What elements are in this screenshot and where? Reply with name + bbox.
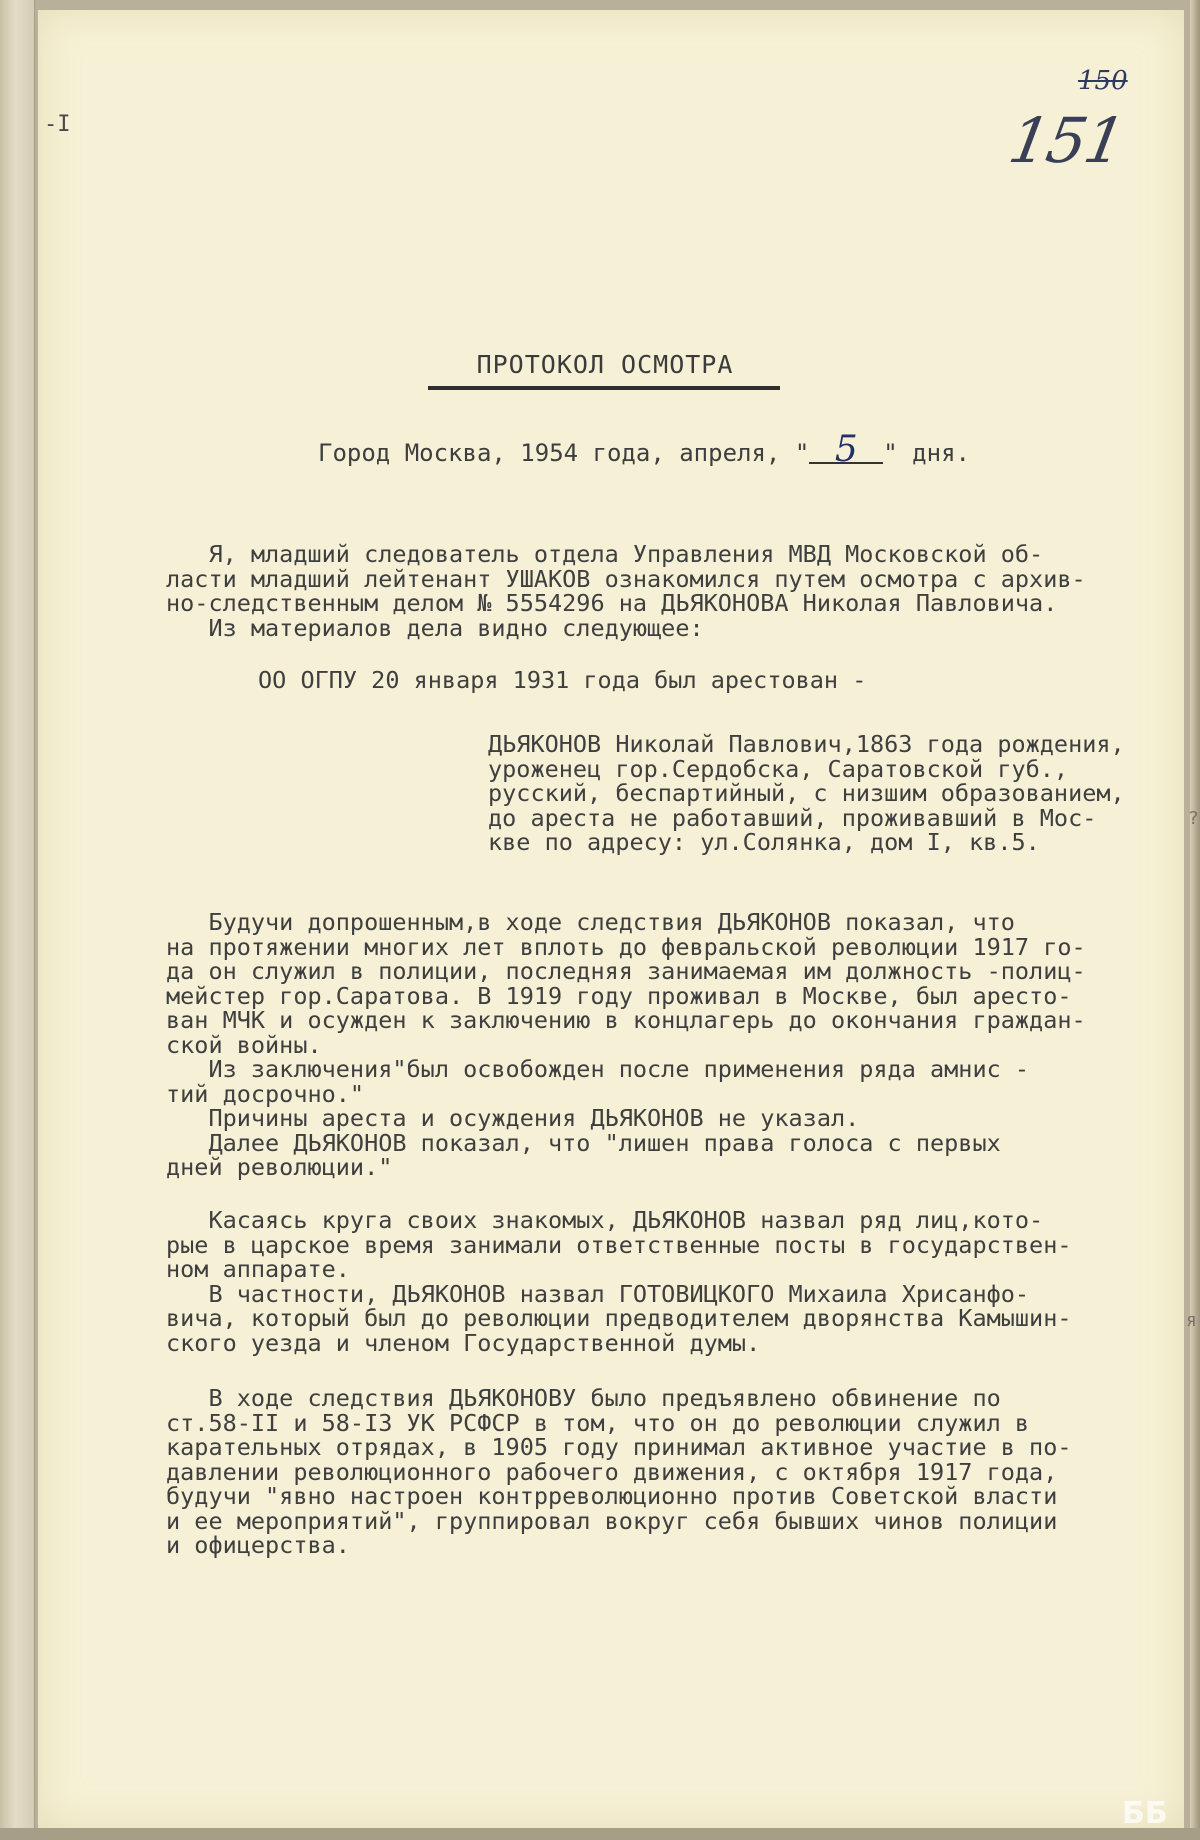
place-date-prefix: Город Москва, 1954 года, апреля, " [318, 439, 810, 467]
folio-number-old: 150 [1078, 66, 1128, 96]
paragraph-charges: В ходе следствия ДЬЯКОНОВУ было предъявлено обвинение по ст.58-II и 58-I3 УК РСФСР в том, что он до революции служил в карательных отрядах, в 1905 году принимал активное участие в по- давлении революционного рабочего движения, с октября 1917 года, будучи "явно настроен контрреволюционно против Советской власти и ее мероприятий", группировал вокруг себя бывших чинов полиции и офицерства. [166, 1384, 1072, 1559]
place-date-line [318, 429, 970, 470]
paragraph-intro: Я, младший следователь отдела Управления МВД Московской об- ласти младший лейтенант УШАКОВ ознакомился путем осмотра с архив- но-следственным делом № 5554296 на ДЬЯКОНОВА Николая Павловича. Из материалов дела видно следующее: [166, 540, 1086, 642]
document-title: ПРОТОКОЛ ОСМОТРА [476, 350, 734, 379]
page-edge-bottom [0, 1828, 1200, 1840]
page-edge-right [1190, 0, 1200, 1840]
folio-number-new: 151 [1003, 104, 1129, 177]
margin-mark: -I [44, 112, 71, 137]
handwritten-day: 5 [809, 438, 883, 464]
paragraph-arrest: ОО ОГПУ 20 января 1931 года был арестован - [258, 666, 867, 694]
side-mark-2: я [1186, 1310, 1197, 1331]
binding-edge [0, 0, 35, 1840]
paragraph-personal-data: ДЬЯКОНОВ Николай Павлович,1863 года рождения, уроженец гор.Сердобска, Саратовской губ., русский, беспартийный, с низшим образованием, до ареста не работавший, проживавший в Мос- кве по адресу: ул.Солянка, дом I, кв.5. [488, 730, 1125, 856]
side-mark-1: ? [1188, 808, 1199, 829]
place-date-suffix: " дня. [883, 439, 970, 467]
corner-watermark: ББ [1122, 1796, 1168, 1831]
paragraph-acquaintances: Касаясь круга своих знакомых, ДЬЯКОНОВ назвал ряд лиц,кото- рые в царское время занимали ответственные посты в государствен- ном аппарате. В частности, ДЬЯКОНОВ назвал ГОТОВИЦКОГО Михаила Хрисанфо- вича, который был до революции предводителем дворянства Камышин- ского уезда и членом Государственной думы. [166, 1206, 1072, 1357]
paragraph-interrogation: Будучи допрошенным,в ходе следствия ДЬЯКОНОВ показал, что на протяжении многих лет вплоть до февральской революции 1917 го- да он служил в полиции, последняя занимаемая им должность -полиц- мейстер гор.Саратова. В 1919 году проживал в Москве, был аресто- ван МЧК и осужден к заключению в концлагерь до окончания граждан- ской войны. Из заключения"был освобожден после применения ряда амнис - тий досрочно." Причины ареста и осуждения ДЬЯКОНОВ не указал. Далее ДЬЯКОНОВ показал, что "лишен права голоса с первых дней революции." [166, 908, 1086, 1181]
title-underline [428, 386, 780, 390]
